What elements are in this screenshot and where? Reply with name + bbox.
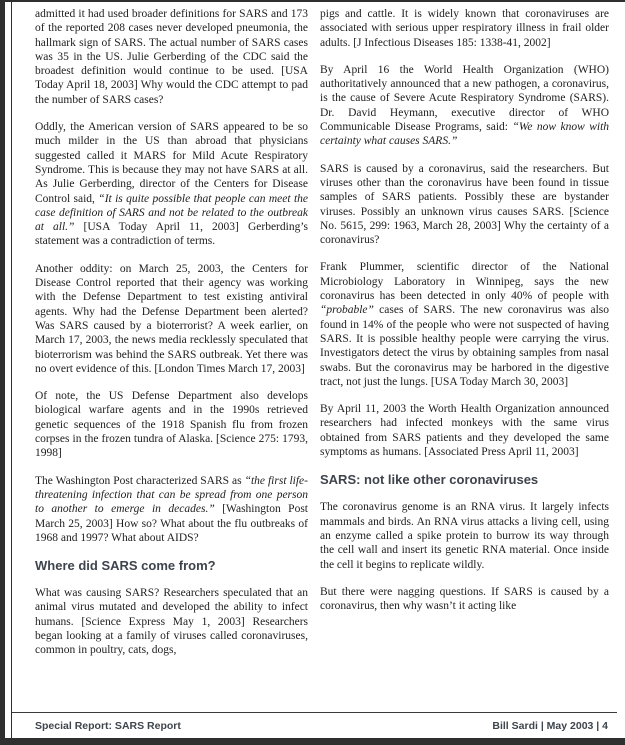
paragraph	[35, 389, 308, 460]
page-border-top	[0, 0, 625, 2]
text-run: The coronavirus genome is an RNA virus. It largely infects mammals and birds. An RNA virus attacks a living cell, using an enzyme called a spike protein to burrow its way through the cell wall and insert its genetic RNA material. Once inside the cell it begins to replicate wildly.	[320, 501, 609, 571]
text-run: The Washington Post characterized SARS as	[35, 474, 245, 487]
text-run: cases of SARS. The new coronavirus was also found in 14% of the people who were not suspected of having SARS. It is possible healthy people were carrying the virus. Investigators detect the virus by obtaining samples from nasal swabs. But the coronavirus may be harbored in the digestive tract, not just the lungs. [USA Today March 30, 2003]	[320, 304, 609, 388]
italic-quote: “It is quite possible that people can meet the case definition of SARS and not be related to the outbreak at all.”	[35, 192, 308, 234]
paragraph	[320, 500, 609, 571]
paragraph	[320, 162, 609, 248]
text-run: By April 11, 2003 the Worth Health Organization announced researchers had infected monkeys with the same virus obtained from SARS patients and they developed the same symptoms as humans. [Associated Press April 11, 2003]	[320, 403, 609, 459]
italic-quote: “the first life-threatening infection that can be spread from one person to another to emerge in decades.”	[35, 474, 308, 516]
column-right	[320, 7, 609, 671]
page-inner-rule	[11, 0, 12, 745]
text-run: But there were nagging questions. If SARS is caused by a coronavirus, then why wasn’t it acting like	[320, 585, 609, 613]
paragraph	[320, 63, 609, 149]
paragraph	[35, 120, 308, 249]
text-run: By April 16 the World Health Organization (WHO) authoritatively announced that a new pathogen, a coronavirus, is the cause of Severe Acute Respiratory Syndrome (SARS). Dr. David Heymann, executive director of WHO Communicable Disease Programs, said:	[320, 63, 609, 134]
paragraph	[35, 262, 308, 376]
footer-report-title: Special Report: SARS Report	[35, 720, 181, 732]
paragraph	[320, 7, 609, 50]
page-border-bottom	[0, 738, 625, 745]
paragraph	[320, 260, 609, 389]
italic-quote: “We now know with certainty what causes SARS.”	[320, 121, 610, 148]
text-run: Of note, the US Defense Department also develops biological warfare agents and in the 1990s retrieved genetic sequences of the 1918 Spanish flu from frozen corpses in the frozen tundra of Alaska. [Science 275: 1793, 1998]	[35, 390, 308, 460]
text-run: SARS is caused by a coronavirus, said the researchers. But viruses other than the coronavirus have been found in tissue samples of SARS patients. Possibly these are bystander viruses. Possibly an unknown virus causes SARS. [Science No. 5615, 299: 1963, March 28, 2003] Why the certainty of a coronavirus?	[320, 162, 609, 247]
page-footer	[35, 720, 608, 732]
paragraph	[35, 474, 308, 545]
text-run: Oddly, the American version of SARS appeared to be so much milder in the US than abroad that physicians suggested called it MARS for Mild Acute Respiratory Syndrome. This is because they may not have SARS at all. As Julie Gerberding, director of the Centers for Disease Control said,	[35, 121, 308, 205]
text-run: What was causing SARS? Researchers speculated that an animal virus mutated and developed the ability to infect humans. [Science Express May 1, 2003] Researchers began looking at a family of viruses called coronaviruses, common in poultry, cats, dogs,	[35, 587, 308, 657]
footer-rule	[12, 712, 617, 713]
paragraph	[320, 585, 609, 614]
text-run: [Washington Post March 25, 2003] How so? What about the flu outbreaks of 1968 and 1997? What about AIDS?	[35, 503, 308, 544]
text-run: Another oddity: on March 25, 2003, the Centers for Disease Control reported that their agency was working with the Defense Department to test existing antiviral agents. Why had the Defense Department been alerted? Was SARS caused by a bioterrorist? A week earlier, on March 17, 2003, the news media recklessly speculated that bioterrorism was behind the SARS outbreak. Yet there was no overt evidence of this. [London Times March 17, 2003]	[35, 262, 308, 375]
paragraph	[35, 586, 308, 657]
paragraph	[35, 7, 308, 107]
text-run: admitted it had used broader definitions for SARS and 173 of the reported 208 cases never developed pneumonia, the hallmark sign of SARS. The actual number of SARS cases was 35 in the US. Julie Gerberding of the CDC said the broadest definition would continue to be used. [USA Today April 18, 2003] Why would the CDC attempt to pad the number of SARS cases?	[35, 8, 308, 106]
page-border-left	[0, 0, 5, 745]
section-heading: SARS: not like other coronaviruses	[320, 472, 539, 488]
footer-author-page: Bill Sardi | May 2003 | 4	[492, 720, 608, 732]
text-run: pigs and cattle. It is widely known that coronaviruses are associated with serious upper respiratory illness in frail older adults. [J Infectious Diseases 185: 1338-41, 2002]	[320, 8, 609, 49]
paragraph	[320, 402, 609, 459]
italic-quote: “probable”	[320, 304, 374, 317]
text-run: Frank Plummer, scientific director of the National Microbiology Laboratory in Winnipeg, says the new coronavirus has been detected in only 40% of people with	[320, 261, 609, 303]
section-heading: Where did SARS come from?	[35, 558, 216, 574]
column-left	[35, 7, 308, 671]
text-run: [USA Today April 11, 2003] Gerberding’s statement was a contradiction of terms.	[35, 221, 309, 248]
two-column-content	[35, 7, 609, 671]
